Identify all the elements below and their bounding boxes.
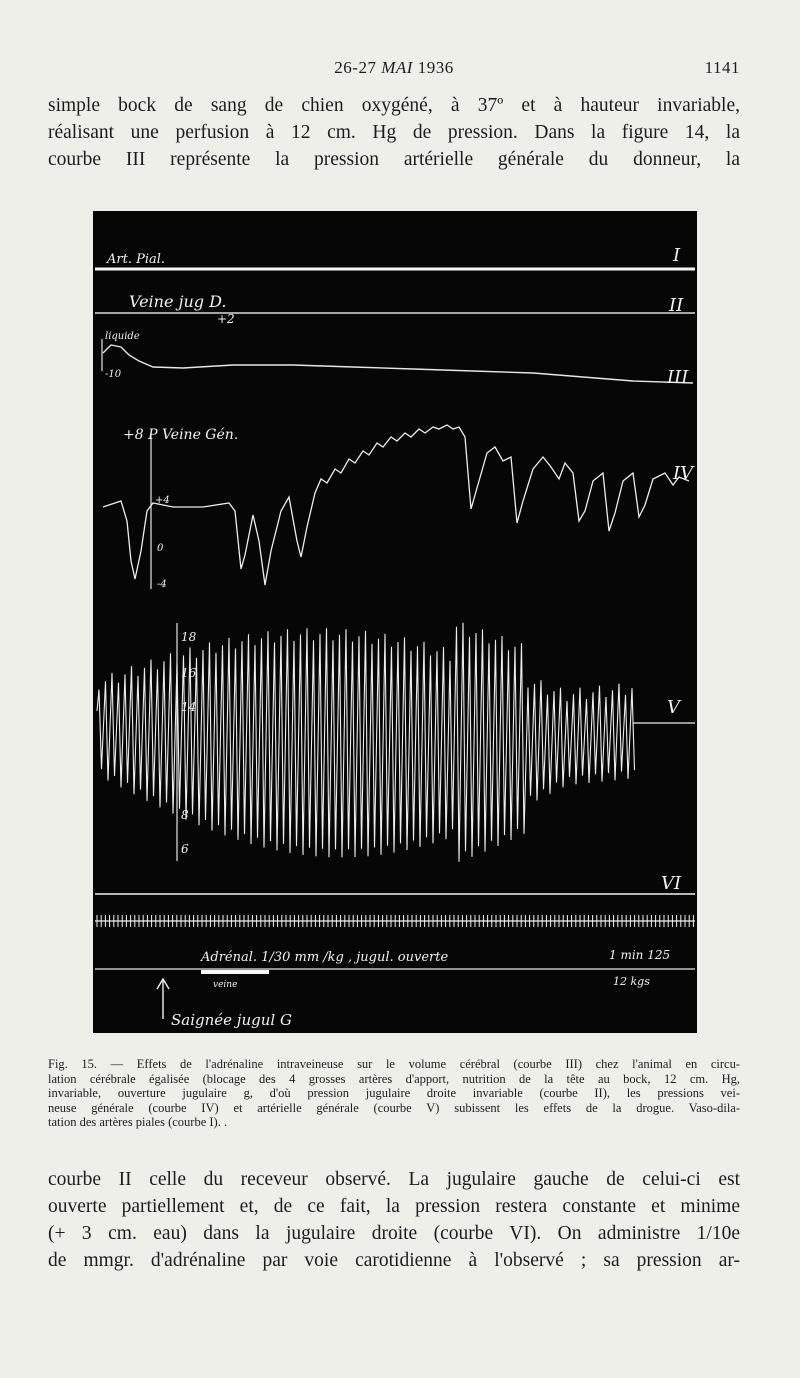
date-year: 1936 — [417, 58, 454, 77]
scale-14-annotation: 14 — [181, 700, 197, 714]
zero-annotation: 0 — [157, 543, 164, 554]
plus4-annotation: +4 — [155, 495, 170, 506]
curve-label-ii: II — [669, 295, 684, 316]
text-line: de mmgr. d'adrénaline par voie carotidienne à l'observé ; sa pression ar- — [48, 1250, 740, 1271]
time-annotation: 1 min 125 — [609, 948, 671, 962]
scale-6-annotation: 6 — [181, 842, 189, 856]
curve-label-vi: VI — [661, 873, 682, 894]
scale-16-annotation: 16 — [181, 666, 197, 680]
saignee-annotation: Saignée jugul G — [171, 1011, 292, 1029]
caption-text: — Effets de l'adrénaline intraveineuse sur le volume cérébral (courbe III) chez l'animal en circu- — [110, 1057, 741, 1071]
curve-label-i: I — [673, 245, 681, 266]
text-line: réalisant une perfusion à 12 cm. Hg de pression. Dans la figure 14, la — [48, 122, 740, 143]
date-month: MAI — [381, 58, 413, 77]
art-piale-annotation: Art. Pial. — [107, 252, 166, 267]
caption-line: lation cérébrale égalisée (blocage des 4 grosses artères d'apport, nutrition de la tête au bock, 12 cm. Hg, — [48, 1071, 740, 1086]
running-head — [48, 58, 740, 82]
injection-annotation: Adrénal. 1/30 mm /kg , jugul. ouverte — [201, 950, 449, 965]
caption-line: tation des artères piales (courbe I). . — [48, 1115, 228, 1130]
scale-18-annotation: 18 — [181, 630, 197, 644]
issue-date — [48, 58, 740, 78]
date-prefix: 26-27 — [334, 58, 377, 77]
weight-annotation: 12 kgs — [613, 975, 650, 988]
minus10-annotation: -10 — [105, 369, 122, 380]
caption-line: neuse générale (courbe IV) et artérielle générale (courbe V) subissent les effets de la drogue. Vaso-dila- — [48, 1100, 740, 1115]
curve-label-v: V — [667, 697, 680, 718]
veine-annotation: veine — [213, 980, 238, 990]
minus4-annotation: -4 — [157, 579, 167, 590]
caption-line — [48, 1057, 740, 1072]
caption-line: invariable, ouverture jugulaire g, d'où pression jugulaire droite invariable (courbe II), les pressions vei- — [48, 1086, 740, 1101]
liquide-annotation: liquide — [105, 331, 140, 342]
kymograph-figure — [93, 211, 697, 1033]
bottom-paragraph — [48, 1166, 740, 1274]
figure-caption — [48, 1057, 740, 1130]
curve-label-iii: III — [667, 367, 689, 388]
plus2-annotation: +2 — [217, 312, 235, 326]
page-number: 1141 — [704, 58, 740, 77]
veine-jug-annotation: Veine jug D. — [129, 292, 227, 311]
pveine-annotation: +8 P Veine Gén. — [123, 427, 239, 443]
caption-label: Fig. 15. — [48, 1057, 98, 1071]
text-line: simple bock de sang de chien oxygéné, à 37º et à hauteur invariable, — [48, 95, 740, 116]
scale-8-annotation: 8 — [181, 808, 189, 822]
kymograph-traces — [93, 211, 697, 1033]
top-paragraph — [48, 92, 740, 173]
curve-label-iv: IV — [673, 463, 694, 484]
text-line: (+ 3 cm. eau) dans la jugulaire droite (courbe VI). On administre 1/10e — [48, 1223, 740, 1244]
text-line: courbe II celle du receveur observé. La jugulaire gauche de celui-ci est — [48, 1169, 740, 1190]
text-line: ouverte partiellement et, de ce fait, la pression restera constante et minime — [48, 1196, 740, 1217]
text-line: courbe III représente la pression artérielle générale du donneur, la — [48, 149, 740, 170]
